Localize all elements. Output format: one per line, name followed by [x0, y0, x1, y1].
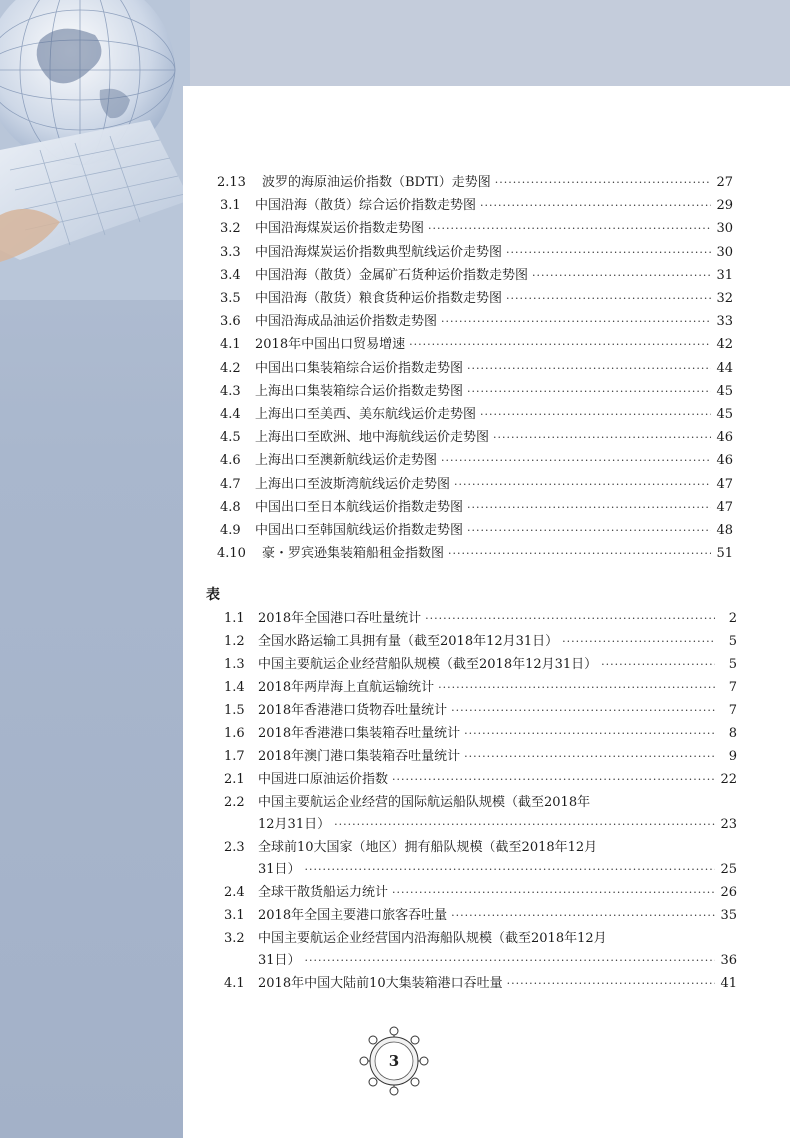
table-title: 2018年香港港口货物吞吐量统计 — [258, 703, 448, 718]
leader-dots — [464, 726, 715, 742]
table-entry — [224, 931, 737, 947]
figure-entry — [220, 407, 733, 423]
table-title: 中国主要航运企业经营国内沿海船队规模（截至2018年12月 — [258, 931, 607, 946]
figure-page: 27 — [716, 175, 733, 190]
leader-dots — [532, 268, 711, 284]
leader-dots — [467, 361, 711, 377]
table-title: 中国进口原油运价指数 — [258, 772, 389, 787]
leader-dots — [464, 749, 715, 765]
figure-title: 上海出口集装箱综合运价指数走势图 — [255, 383, 464, 399]
figure-number: 3.5 — [220, 291, 241, 306]
figure-title: 中国出口至日本航线运价指数走势图 — [255, 499, 464, 515]
figure-page: 42 — [716, 337, 733, 353]
leader-dots — [506, 291, 711, 307]
figure-title: 豪・罗宾逊集装箱船租金指数图 — [262, 546, 445, 562]
figure-page: 30 — [716, 221, 733, 237]
table-entry — [224, 795, 737, 811]
table-title: 全国水路运输工具拥有量（截至2018年12月31日） — [258, 634, 559, 649]
figure-entry — [220, 245, 733, 261]
table-entry — [224, 840, 737, 856]
table-page: 7 — [728, 703, 737, 718]
figure-number: 3.4 — [220, 267, 241, 283]
figure-page: 51 — [716, 546, 733, 562]
leader-dots — [392, 772, 715, 788]
page-number-emblem — [352, 1019, 436, 1103]
leader-dots — [305, 862, 715, 878]
table-number: 3.2 — [224, 931, 245, 946]
figure-number: 4.4 — [220, 407, 241, 422]
leader-dots — [601, 657, 715, 673]
figure-title: 上海出口至美西、美东航线运价走势图 — [255, 407, 477, 422]
figure-title: 波罗的海原油运价指数（BDTI）走势图 — [262, 175, 491, 190]
table-number: 1.3 — [224, 657, 245, 672]
leader-dots — [451, 908, 715, 924]
figure-entry — [220, 198, 733, 214]
figure-entry — [220, 361, 733, 377]
page-number: 3 — [388, 1052, 400, 1070]
figure-title: 2018年中国出口贸易增速 — [255, 337, 406, 353]
leader-dots — [448, 546, 711, 562]
table-entry — [224, 976, 737, 992]
figure-number: 4.7 — [220, 476, 241, 492]
figure-title: 中国出口至韩国航线运价指数走势图 — [255, 523, 464, 538]
figure-page: 31 — [716, 267, 733, 283]
figure-page: 47 — [716, 476, 733, 492]
table-entry — [224, 772, 737, 788]
figure-title: 中国沿海（散货）金属矿石货种运价指数走势图 — [255, 267, 529, 283]
figure-number: 3.6 — [220, 314, 241, 330]
leader-dots — [562, 634, 715, 650]
table-number: 2.3 — [224, 840, 245, 855]
leader-dots — [428, 221, 711, 237]
table-number: 1.2 — [224, 634, 245, 649]
table-title: 2018年澳门港口集装箱吞吐量统计 — [258, 749, 461, 764]
table-title: 2018年香港港口集装箱吞吐量统计 — [258, 726, 461, 741]
table-title: 2018年全国港口吞吐量统计 — [258, 611, 422, 626]
leader-dots — [438, 680, 715, 696]
table-number: 3.1 — [224, 908, 245, 923]
leader-dots — [495, 175, 711, 191]
table-page: 35 — [720, 908, 737, 923]
figure-entry — [220, 523, 733, 539]
figure-title: 中国沿海（散货）粮食货种运价指数走势图 — [255, 291, 503, 306]
table-number: 1.5 — [224, 703, 245, 718]
table-page: 41 — [720, 976, 737, 991]
table-title: 中国主要航运企业经营的国际航运船队规模（截至2018年 — [258, 795, 591, 810]
table-number: 1.4 — [224, 680, 245, 695]
leader-dots — [425, 611, 715, 627]
table-title: 全球前10大国家（地区）拥有船队规模（截至2018年12月 — [258, 840, 598, 855]
table-number: 2.1 — [224, 772, 245, 787]
table-page: 5 — [728, 657, 737, 672]
figure-number: 2.13 — [217, 175, 246, 190]
table-number: 4.1 — [224, 976, 245, 991]
figure-number: 3.2 — [220, 221, 241, 237]
table-entry — [224, 749, 737, 765]
figure-page: 46 — [716, 453, 733, 469]
leader-dots — [441, 453, 711, 469]
table-page: 26 — [720, 885, 737, 900]
table-title-continued: 31日） — [258, 862, 301, 877]
figure-number: 4.5 — [220, 430, 241, 446]
table-number: 1.7 — [224, 749, 245, 764]
figure-number: 3.3 — [220, 244, 241, 260]
table-title: 全球干散货船运力统计 — [258, 885, 389, 900]
figure-page: 29 — [716, 198, 733, 214]
figure-entry — [217, 546, 733, 562]
figure-entry — [220, 430, 733, 446]
figure-number: 4.1 — [220, 337, 241, 353]
table-page: 8 — [728, 726, 737, 741]
figure-title: 中国沿海煤炭运价指数走势图 — [255, 221, 425, 237]
figure-title: 中国沿海（散货）综合运价指数走势图 — [255, 198, 477, 214]
table-title: 中国主要航运企业经营船队规模（截至2018年12月31日） — [258, 657, 598, 672]
figure-number: 4.10 — [217, 546, 246, 562]
table-entry-continuation — [258, 817, 737, 833]
figure-entry — [220, 337, 733, 353]
table-entry — [224, 634, 737, 650]
table-entry — [224, 726, 737, 742]
leader-dots — [480, 407, 711, 423]
table-number: 1.6 — [224, 726, 245, 741]
figure-number: 4.8 — [220, 499, 241, 515]
table-number: 2.2 — [224, 795, 245, 810]
table-page: 22 — [720, 772, 737, 787]
table-title: 2018年全国主要港口旅客吞吐量 — [258, 908, 448, 923]
leader-dots — [506, 245, 711, 261]
table-entry — [224, 908, 737, 924]
figure-number: 4.9 — [220, 523, 241, 538]
figure-entry — [220, 453, 733, 469]
leader-dots — [334, 817, 715, 833]
table-title-continued: 31日） — [258, 953, 301, 968]
leader-dots — [480, 198, 711, 214]
figure-entry — [220, 500, 733, 516]
leader-dots — [409, 337, 711, 353]
table-page: 23 — [720, 817, 737, 832]
figure-entry — [220, 384, 733, 400]
figure-number: 4.3 — [220, 383, 241, 399]
table-entry — [224, 885, 737, 901]
figure-entry — [220, 314, 733, 330]
figure-entry — [220, 477, 733, 493]
figure-page: 32 — [716, 291, 733, 306]
figure-number: 4.2 — [220, 360, 241, 376]
table-page: 36 — [720, 953, 737, 968]
table-entry — [224, 611, 737, 627]
figure-page: 46 — [716, 430, 733, 446]
figure-entry — [220, 221, 733, 237]
table-title: 2018年中国大陆前10大集装箱港口吞吐量 — [258, 976, 503, 991]
figure-number: 3.1 — [220, 198, 241, 214]
table-title-continued: 12月31日） — [258, 817, 331, 832]
table-page: 5 — [728, 634, 737, 649]
leader-dots — [454, 477, 711, 493]
table-page: 9 — [728, 749, 737, 764]
figure-page: 33 — [716, 314, 733, 330]
leader-dots — [441, 314, 711, 330]
table-number: 2.4 — [224, 885, 245, 900]
table-page: 25 — [720, 862, 737, 877]
table-title: 2018年两岸海上直航运输统计 — [258, 680, 435, 695]
figure-page: 48 — [716, 523, 733, 538]
leader-dots — [467, 500, 711, 516]
leader-dots — [507, 976, 715, 992]
figure-title: 上海出口至欧洲、地中海航线运价走势图 — [255, 430, 490, 446]
leader-dots — [467, 384, 711, 400]
figure-page: 47 — [716, 499, 733, 515]
figure-title: 上海出口至澳新航线运价走势图 — [255, 453, 438, 469]
table-entry — [224, 680, 737, 696]
table-page: 2 — [728, 611, 737, 626]
figure-page: 30 — [716, 244, 733, 260]
figure-number: 4.6 — [220, 453, 241, 469]
leader-dots — [451, 703, 715, 719]
leader-dots — [467, 523, 711, 539]
figure-title: 中国出口集装箱综合运价指数走势图 — [255, 360, 464, 376]
figure-entry — [217, 175, 733, 191]
figure-title: 中国沿海成品油运价指数走势图 — [255, 314, 438, 330]
table-entry — [224, 657, 737, 673]
figure-title: 上海出口至波斯湾航线运价走势图 — [255, 476, 451, 492]
leader-dots — [305, 953, 715, 969]
table-entry — [224, 703, 737, 719]
figure-entry — [220, 291, 733, 307]
figure-page: 45 — [716, 407, 733, 422]
table-page: 7 — [728, 680, 737, 695]
figure-page: 44 — [716, 360, 733, 376]
leader-dots — [493, 430, 711, 446]
figure-page: 45 — [716, 383, 733, 399]
figure-entry — [220, 268, 733, 284]
table-number: 1.1 — [224, 611, 245, 626]
left-decor-band — [0, 0, 183, 1138]
table-entry-continuation — [258, 862, 737, 878]
globe-keyboard-illustration — [0, 0, 190, 300]
tables-heading: 表 — [206, 587, 220, 603]
leader-dots — [392, 885, 715, 901]
figure-title: 中国沿海煤炭运价指数典型航线运价走势图 — [255, 244, 503, 260]
table-entry-continuation — [258, 953, 737, 969]
